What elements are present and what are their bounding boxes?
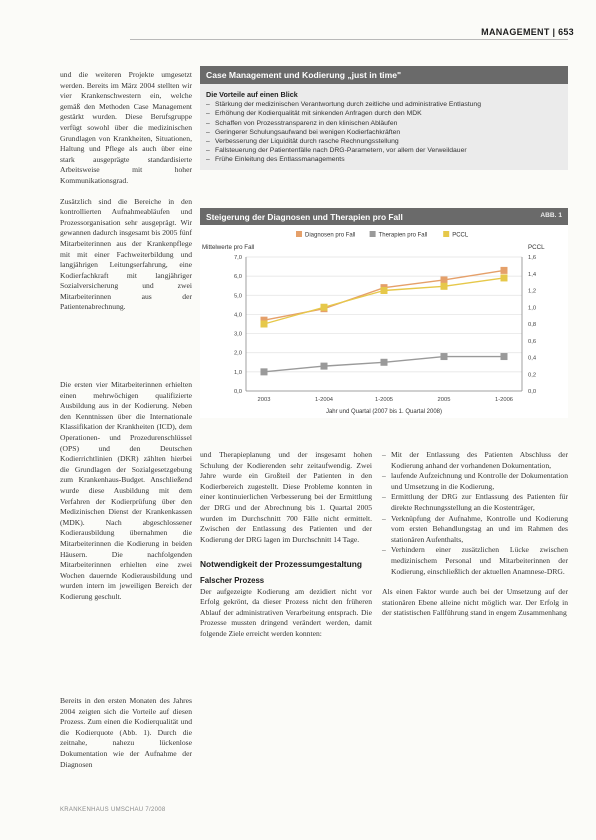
chart-point — [321, 304, 328, 311]
chart-xtick: 1-2005 — [374, 397, 394, 403]
mid-paragraph-2: Der aufgezeigte Kodierung am dezidiert nicht vor Erfolg gekrönt, da dieser Prozess nicht den früheren Ablauf der administrativen Verarbeitung entsprach. Die Prozesse mussten dringend verändert werden, damit folgende Ziele erreicht werden konnten: — [200, 586, 372, 638]
figure-chart — [200, 208, 568, 418]
chart-ytick-left: 6,0 — [233, 274, 242, 281]
chart-point — [501, 274, 508, 281]
header-rule — [130, 39, 568, 40]
chart-ylabel-left: Mittelwerte pro Fall — [202, 244, 255, 251]
chart-point — [441, 353, 448, 360]
chart-point — [381, 287, 388, 294]
chart-title-text: Steigerung der Diagnosen und Therapien pro Fall — [206, 212, 403, 222]
chart-point — [261, 368, 268, 375]
chart-ytick-right: 0,6 — [528, 338, 537, 345]
chart-ytick-left: 7,0 — [233, 255, 242, 261]
chart-title — [200, 208, 568, 225]
info-box-item: – Fallsteuerung der Patientenfälle nach DRG-Parametern, vor allem der Verweildauer — [206, 146, 562, 155]
chart-ylabel-right: PCCL — [528, 244, 545, 251]
middle-column — [200, 450, 372, 640]
goal-item: – laufende Aufzeichnung und Kontrolle der Dokumentation und Umsetzung in die Kodierung, — [382, 471, 568, 492]
left-lower-block — [60, 380, 192, 602]
chart-xtick: 2003 — [257, 397, 271, 403]
info-box-item: – Frühe Einleitung des Entlassmanagements — [206, 155, 562, 164]
legend-label: Diagnosen pro Fall — [305, 232, 356, 239]
chart-point — [261, 321, 268, 328]
page-footer: KRANKENHAUS UMSCHAU 7/2008 — [60, 807, 166, 813]
legend-label: Therapien pro Fall — [378, 232, 428, 239]
chart-figure-tag: ABB. 1 — [540, 212, 562, 219]
chart-ytick-right: 0,0 — [528, 389, 537, 395]
chart-ytick-right: 0,2 — [528, 372, 537, 379]
info-box-item: – Geringerer Schulungsaufwand bei wenigen Kodierfachkräften — [206, 128, 562, 137]
chart-ytick-right: 1,2 — [528, 288, 537, 295]
info-box-title: Case Management und Kodierung „just in time" — [200, 66, 568, 84]
chart-xtick: 2005 — [437, 397, 451, 403]
info-box-lead: Die Vorteile auf einen Blick — [206, 90, 298, 99]
legend-swatch — [443, 231, 449, 237]
info-box — [200, 66, 568, 170]
legend-swatch — [296, 231, 302, 237]
chart-ytick-left: 1,0 — [233, 369, 242, 376]
chart-ytick-left: 5,0 — [233, 293, 242, 300]
left-column — [60, 70, 192, 769]
mid-paragraph-1: und Therapieplanung und der insgesamt hohen Schulung der Kodierenden sehr zeitaufwendig. Zwei Jahre wurde ein Großteil der Patienten in den Kodierbereich zugestellt. Diese Probleme konnten in einer kontinuierlichen Verbesserung bei der Ermittlung der DRG und der Abrechnung bis 1. Quartal 2005 wurden im Durchschnitt 700 Fälle nicht ermittelt. Zwischen der Entlassung des Patienten und der Kodierung der DRG lagen im Durchschnitt 14 Tage. — [200, 450, 372, 544]
chart-ytick-right: 1,0 — [528, 305, 537, 312]
chart-xtick: 1-2006 — [494, 397, 514, 403]
section-heading: Notwendigkeit der Prozessumgestaltung — [200, 559, 362, 570]
chart-xtick: 1-2004 — [314, 397, 334, 403]
chart-ytick-right: 0,8 — [528, 322, 537, 328]
chart-ytick-right: 0,4 — [528, 355, 537, 362]
right-paragraph: Als einen Faktor wurde auch bei der Umsetzung auf der stationären Ebene alleine nicht möglich war. Der Erfolg in der statistischen Fallführung stand in engem Zusammenhang — [382, 587, 568, 618]
info-box-item: – Verbesserung der Liquidität durch rasche Rechnungsstellung — [206, 137, 562, 146]
chart-ytick-left: 3,0 — [233, 331, 242, 338]
chart-point — [441, 276, 448, 283]
info-box-body — [200, 84, 568, 170]
chart-ytick-right: 1,6 — [528, 255, 537, 261]
left-paragraph-3: Die ersten vier Mitarbeiterinnen erhielten einen mehrwöchigen qualifizierte Ausbildung aus in der Kodierung. Neben den Kenntnissen über die Internationale Klassifikation der Krankheiten (ICD), dem Operationen- und Prozedurenschlüssel (OPS) und den Deutschen Kodierrichtlinien (DKR) zählten hierbei die Grundlagen der Sozialgesetzgebung zum Krankenhaus-Budget. Anschließend wurde diese Ausbildung mit dem Verfahren der Kodierprüfung über den Medizinischen Dienst der Krankenkassen (MDK). Nach abgeschlossener Kodierausbildung übernahmen die Mitarbeiterinnen die Kodierung in beiden Häusern. Die nachfolgenden Mitarbeiterinnen erhielten eine zwei Wochen dauernde Kodierausbildung und wurden intern im jeweiligen Bereich der Kodierung geschult. — [60, 380, 192, 601]
chart-point — [501, 353, 508, 360]
left-paragraph-4: Bereits in den ersten Monaten des Jahres 2004 zeigten sich die Vorteile auf diesen Prozess. Zum einen die Kodierqualität und die Kodierquote (Abb. 1). Durch die zeitnahe, nahezu lückenlose Dokumentation wie der Aufnahme der Diagnosen — [60, 696, 192, 769]
section-subheading: Falscher Prozess — [200, 575, 265, 585]
goal-item: – Verhindern einer zusätzlichen Lücke zwischen medizinischem Personal und Mitarbeiterinnen der Kodierung, einschließlich der aktuellen Anamnese-DRG. — [382, 545, 568, 577]
goal-item: – Ermittlung der DRG zur Entlassung des Patienten für direkte Rechnungsstellung an die Kostenträger, — [382, 492, 568, 513]
chart-plot — [200, 225, 568, 418]
left-paragraph-2: Zusätzlich sind die Bereiche in den kontrollierten Aufnahmeabläufen und Prozessorganisation sehr ausgeprägt. Wir gewannen dadurch insgesamt bis 2005 fünf Mitarbeiterinnen aus der Krankenpflege mit mit einer Fachweiterbildung und langjährigen Leitungserfahrung, eine Kodierfachkraft mit langjähriger Sozialversicherung und zwei Mitarbeiterinnen aus der Patientenabrechnung. — [60, 196, 192, 312]
chart-ytick-left: 4,0 — [233, 312, 242, 319]
goals-list — [382, 450, 568, 577]
chart-point — [501, 267, 508, 274]
chart-ytick-right: 1,4 — [528, 271, 537, 278]
legend-label: PCCL — [452, 232, 469, 239]
left-lowest-block — [60, 696, 192, 770]
info-box-item: – Schaffen von Prozesstransparenz in den klinischen Abläufen — [206, 119, 562, 128]
info-box-list — [206, 100, 562, 164]
running-header: MANAGEMENT | 653 — [481, 27, 574, 37]
chart-background — [200, 225, 568, 418]
chart-ytick-left: 0,0 — [233, 389, 242, 395]
goal-item: – Mit der Entlassung des Patienten Abschluss der Kodierung anhand der vorhandenen Dokumentation, — [382, 450, 568, 471]
info-box-item: – Stärkung der medizinischen Verantwortung durch zeitliche und administrative Entlastung — [206, 100, 562, 109]
chart-point — [321, 363, 328, 370]
chart-point — [381, 359, 388, 366]
left-paragraph-1: und die weiteren Projekte umgesetzt werden. Bereits im März 2004 stellten wir vier Krankenschwestern ein, welche gemäß den Methoden Case Management gestärkt wurden. Diese Berufsgruppe verfügt sowohl über die medizinischen Grundlagen von Krankheiten, Situationen, Haltung und Pflege als auch über eine stark ausgeprägte standardisierte Arbeitsweise mit hoher Kommunikationsgrad. — [60, 70, 192, 185]
goal-item: – Verknüpfung der Aufnahme, Kontrolle und Kodierung vom ersten Behandlungstag an und im Rahmen des stationären Aufenthalts, — [382, 514, 568, 546]
right-column — [382, 450, 568, 619]
chart-xlabel: Jahr und Quartal (2007 bis 1. Quartal 2008) — [325, 409, 443, 415]
info-box-item: – Erhöhung der Kodierqualität mit sinkenden Anfragen durch den MDK — [206, 109, 562, 118]
legend-swatch — [370, 231, 376, 237]
chart-point — [441, 283, 448, 290]
chart-ytick-left: 2,0 — [233, 350, 242, 357]
